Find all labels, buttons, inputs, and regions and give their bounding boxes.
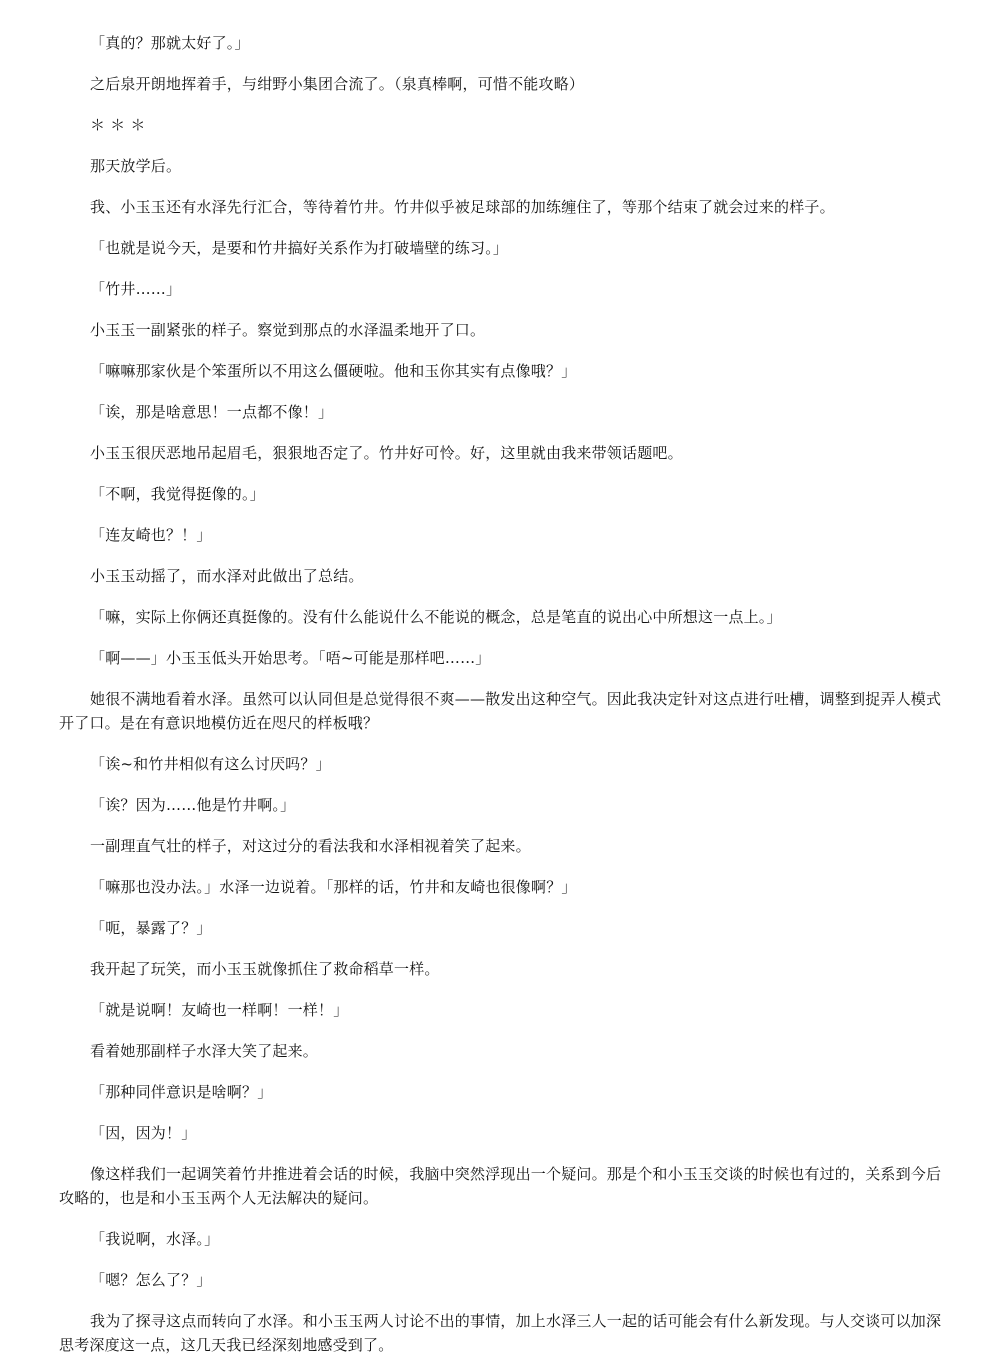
paragraph: 「真的？那就太好了。」	[90, 34, 250, 52]
scene-break: ＊ ＊ ＊	[90, 116, 146, 134]
paragraph: 「我说啊，水泽。」	[90, 1230, 220, 1248]
paragraph: 她很不满地看着水泽。虽然可以认同但是总觉得很不爽——散发出这种空气。因此我决定针对这点进行吐槽，调整到捉弄人模式开了口。是在有意识地模仿近在咫尺的样板哦？	[59, 690, 942, 732]
paragraph: 「竹井……」	[90, 280, 182, 298]
paragraph: 「嘛那也没办法。」水泽一边说着。「那样的话，竹井和友崎也很像啊？」	[90, 878, 577, 896]
paragraph: 小玉玉一副紧张的样子。察觉到那点的水泽温柔地开了口。	[90, 321, 486, 339]
paragraph: 「不啊，我觉得挺像的。」	[90, 485, 265, 503]
paragraph: 像这样我们一起调笑着竹井推进着会话的时候，我脑中突然浮现出一个疑问。那是个和小玉玉交谈的时候也有过的，关系到今后攻略的，也是和小玉玉两个人无法解决的疑问。	[59, 1165, 942, 1207]
paragraph: 「诶，那是啥意思！一点都不像！」	[90, 403, 334, 421]
paragraph: 「啊——」小玉玉低头开始思考。「唔~可能是那样吧……」	[90, 649, 491, 667]
paragraph: 「呃，暴露了？」	[90, 919, 212, 937]
paragraph: 「就是说啊！友崎也一样啊！一样！」	[90, 1001, 349, 1019]
paragraph: 我、小玉玉还有水泽先行汇合，等待着竹井。竹井似乎被足球部的加练缠住了，等那个结束了就会过来的样子。	[90, 198, 835, 216]
paragraph: 我为了探寻这点而转向了水泽。和小玉玉两人讨论不出的事情，加上水泽三人一起的话可能会有什么新发现。与人交谈可以加深思考深度这一点，这几天我已经深刻地感受到了。	[59, 1312, 942, 1354]
paragraph: 「嘛，实际上你俩还真挺像的。没有什么能说什么不能说的概念，总是笔直的说出心中所想这一点上。」	[90, 608, 782, 626]
paragraph: 「连友崎也？！」	[90, 526, 212, 544]
paragraph: 「嘛嘛那家伙是个笨蛋所以不用这么僵硬啦。他和玉你其实有点像哦？」	[90, 362, 577, 380]
paragraph: 「因，因为！」	[90, 1124, 197, 1142]
paragraph: 「那种同伴意识是啥啊？」	[90, 1083, 273, 1101]
paragraph: 一副理直气壮的样子，对这过分的看法我和水泽相视着笑了起来。	[90, 837, 531, 855]
paragraph: 「嗯？怎么了？」	[90, 1271, 212, 1289]
paragraph: 之后泉开朗地挥着手，与绀野小集团合流了。（泉真棒啊，可惜不能攻略）	[90, 75, 585, 93]
paragraph: 「诶~和竹井相似有这么讨厌吗？」	[90, 755, 331, 773]
paragraph: 小玉玉很厌恶地吊起眉毛，狠狠地否定了。竹井好可怜。好，这里就由我来带领话题吧。	[90, 444, 683, 462]
paragraph: 「诶？因为……他是竹井啊。」	[90, 796, 296, 814]
paragraph: 我开起了玩笑，而小玉玉就像抓住了救命稻草一样。	[90, 960, 440, 978]
paragraph: 那天放学后。	[90, 157, 182, 175]
paragraph: 小玉玉动摇了，而水泽对此做出了总结。	[90, 567, 364, 585]
paragraph: 看着她那副样子水泽大笑了起来。	[90, 1042, 319, 1060]
paragraph: 「也就是说今天，是要和竹井搞好关系作为打破墙壁的练习。」	[90, 239, 509, 257]
